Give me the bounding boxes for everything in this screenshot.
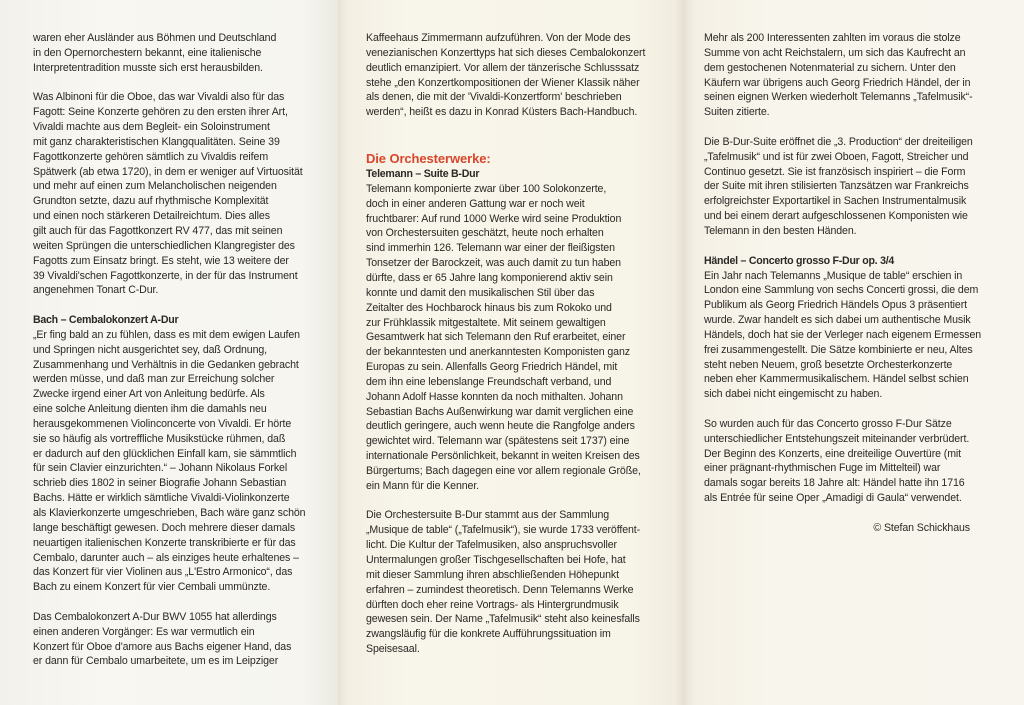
author-signature: © Stefan Schickhaus xyxy=(873,521,970,534)
middle-column xyxy=(366,31,676,657)
cembalo-end-paragraph: Kaffeehaus Zimmermann aufzuführen. Von der Mode des venezianischen Konzerttyps hat sich dieses Cembalokonzert deutlich emanzipiert. Vor allem der tänzerische Schlusssatz stehe „den Konzertkompositionen der Wiener Klassik näher als denen, die mit der 'Vivaldi-Konzertform' beschrieben werden“, heißt es dazu in Konrad Küsters Bach-Handbuch. xyxy=(366,32,646,119)
handel-paragraph: Ein Jahr nach Telemanns „Musique de table“ erschien in London eine Sammlung von sechs Concerti grossi, die dem Publikum als Georg Friedrich Händels Opus 3 präsentiert wurde. Zwar handelt es sich dabei um authentische Musik Händels, doch hat sie der Verleger nach eigenem Ermessen frei zusammengestellt. Die Sätze kombinierte er neu, Altes steht neben Neuem, groß besetzte Orchesterkonzerte neben eher Kammermusikalischem. Händel selbst schien sich dabei nicht eingemischt zu haben. xyxy=(704,269,982,401)
intro-paragraph: waren eher Ausländer aus Böhmen und Deutschland in den Opernorchestern bekannt, eine italienische Interpretentradition musste sich erst herausbilden. xyxy=(33,32,277,74)
suite-scoring-paragraph: Die B-Dur-Suite eröffnet die „3. Production“ der dreiteiligen „Tafelmusik“ und ist für zwei Oboen, Fagott, Streicher und Continuo gesetzt. Sie ist französisch inspiriert – die Form der Suite mit ihren stilisierten Tanzsätzen war Frankreichs erfolgreichster Exportartikel in Sachen Instrumentalmusik und bei einem derart aufgeschlossenen Komponisten wie Telemann in den besten Händen. xyxy=(704,135,973,237)
bach-predecessor-paragraph: Das Cembalokonzert A-Dur BWV 1055 hat allerdings einen anderen Vorgänger: Es war vermutlich ein Konzert für Oboe d'amore aus Bachs eigener Hand, das er dann für Cembalo umarbeitete, um es im Leipziger xyxy=(33,610,292,668)
handel-heading: Händel – Concerto grosso F-Dur op. 3/4 xyxy=(704,254,895,267)
orchestral-works-heading: Die Orchesterwerke: xyxy=(366,151,491,167)
bach-quote-paragraph: „Er fing bald an zu fühlen, dass es mit dem ewigen Laufen und Springen nicht ausgerichtet sey, daß Ordnung, Zusammenhang und Verhältnis in die Gedanken gebracht werden müsse, und daß man zur Erreichung solcher Zwecke irgend einer Art von Anleitung bedürfe. Als eine solche Anleitung dienten ihm die damahls neu herausgekommenen Violinconcerte von Vivaldi. Er hörte sie so häufig als vortreffliche Musikstücke rühmen, daß er dadurch auf den glücklichen Einfall kam, sie sämmtlich für sein Clavier einzurichten.“ – Johann Nikolaus Forkel schrieb dies 1802 in seiner Biografie Johann Sebastian Bachs. Hätte er wirklich sämtliche Vivaldi-Violinkonzerte als Klavierkonzerte umgeschrieben, Bach wäre ganz schön lange beschäftigt gewesen. Doch mehrere dieser damals neuartigen italienischen Konzerte transkribierte er für das Cembalo, darunter auch – als einziges heute erhaltenes – das Konzert für vier Violinen aus „L'Estro Armonico“, das Bach zu einem Konzert für vier Cembali ummünzte. xyxy=(33,328,306,594)
right-column xyxy=(704,31,982,536)
telemann-paragraph: Telemann komponierte zwar über 100 Solokonzerte, doch in einer anderen Gattung war er noch weit fruchtbarer: Auf rund 1000 Werke wird seine Produktion von Orchestersuiten geschätzt, heute noch erhalten sind immerhin 126. Telemann war einer der fleißigsten Tonsetzer der Barockzeit, was auch damit zu tun haben dürfte, dass er 65 Jahre lang komponierend aktiv sein konnte und damit den musikalischen Stil über das Zeitalter des Hochbarock hinaus bis zum Rokoko und zur Frühklassik mitgestaltete. Mit seinem gewaltigen Gesamtwerk hat sich Telemann den Ruf erarbeitet, einer der bekanntesten und anerkanntesten Komponisten ganz Europas zu sein. Allenfalls Georg Friedrich Händel, mit dem ihn eine lebenslange Freundschaft verband, und Johann Adolf Hasse konnten da noch mithalten. Johann Sebastian Bachs Außenwirkung war damit verglichen eine deutlich geringere, auch wenn heute die Rangfolge anders gewichtet wird. Telemann war (spätestens seit 1737) eine internationale Persönlichkeit, bekannt in weiten Kreisen des Bürgertums; Bach dagegen eine vor allem regionale Größe, ein Mann für die Kenner. xyxy=(366,182,641,492)
subscription-paragraph: Mehr als 200 Interessenten zahlten im voraus die stolze Summe von acht Reichstalern, um sich das Kaufrecht an dem gestochenen Notenmaterial zu sichern. Unter den Käufern war übrigens auch Georg Friedrich Händel, der in seinen eignen Werken wiederholt Telemanns „Tafelmusik“- Suiten zitierte. xyxy=(704,32,973,119)
suite-paragraph: Die Orchestersuite B-Dur stammt aus der Sammlung „Musique de table“ („Tafelmusik“), sie wurde 1733 veröffent- licht. Die Kultur der Tafelmusiken, also anspruchsvoller Untermalungen großer Tischgesellschaften bei Hofe, hat mit dieser Sammlung ihren abschließenden Höhepunkt erfahren – zumindest theoretisch. Denn Telemanns Werke dürften doch eher reine Vortrags- als Hintergrundmusik gewesen sein. Der Name „Tafelmusik“ steht also keinesfalls zwangsläufig für die konkrete Aufführungssituation im Speisesaal. xyxy=(366,509,641,656)
concerto-paragraph: So wurden auch für das Concerto grosso F-Dur Sätze unterschiedlicher Entstehungszeit miteinander verbrüdert. Der Beginn des Konzerts, eine dreiteilige Ouvertüre (mit einer prägnant-rhythmischen Fuge im Mittelteil) war damals sogar bereits 18 Jahre alt: Händel hatte ihn 1716 als Entrée für seine Oper „Amadigi di Gaula“ verwendet. xyxy=(704,417,970,505)
vivaldi-paragraph: Was Albinoni für die Oboe, das war Vivaldi also für das Fagott: Seine Konzerte gehören zu den ersten ihrer Art, Vivaldi machte aus dem Begleit- ein Soloinstrument mit ganz charakteristischen Klangqualitäten. Seine 39 Fagottkonzerte gehören sämtlich zu Vivaldis reifem Spätwerk (ab etwa 1720), in dem er weniger auf Virtuosität und mehr auf einen zum Melancholischen neigenden Grundton setzte, dazu auf rhythmische Komplexität und einen noch stärkeren Detailreichtum. Dies alles gilt auch für das Fagottkonzert RV 477, das mit seinen weiten Sprüngen die unterschiedlichen Klangregister des Fagotts zum Einsatz bringt. Es steht, wie 13 weitere der 39 Vivaldi'schen Fagottkonzerte, in der für das Instrument angenehmen Tonart C-Dur. xyxy=(33,91,303,297)
telemann-heading: Telemann – Suite B-Dur xyxy=(366,168,480,181)
bach-heading: Bach – Cembalokonzert A-Dur xyxy=(33,314,179,327)
left-column xyxy=(33,31,328,669)
